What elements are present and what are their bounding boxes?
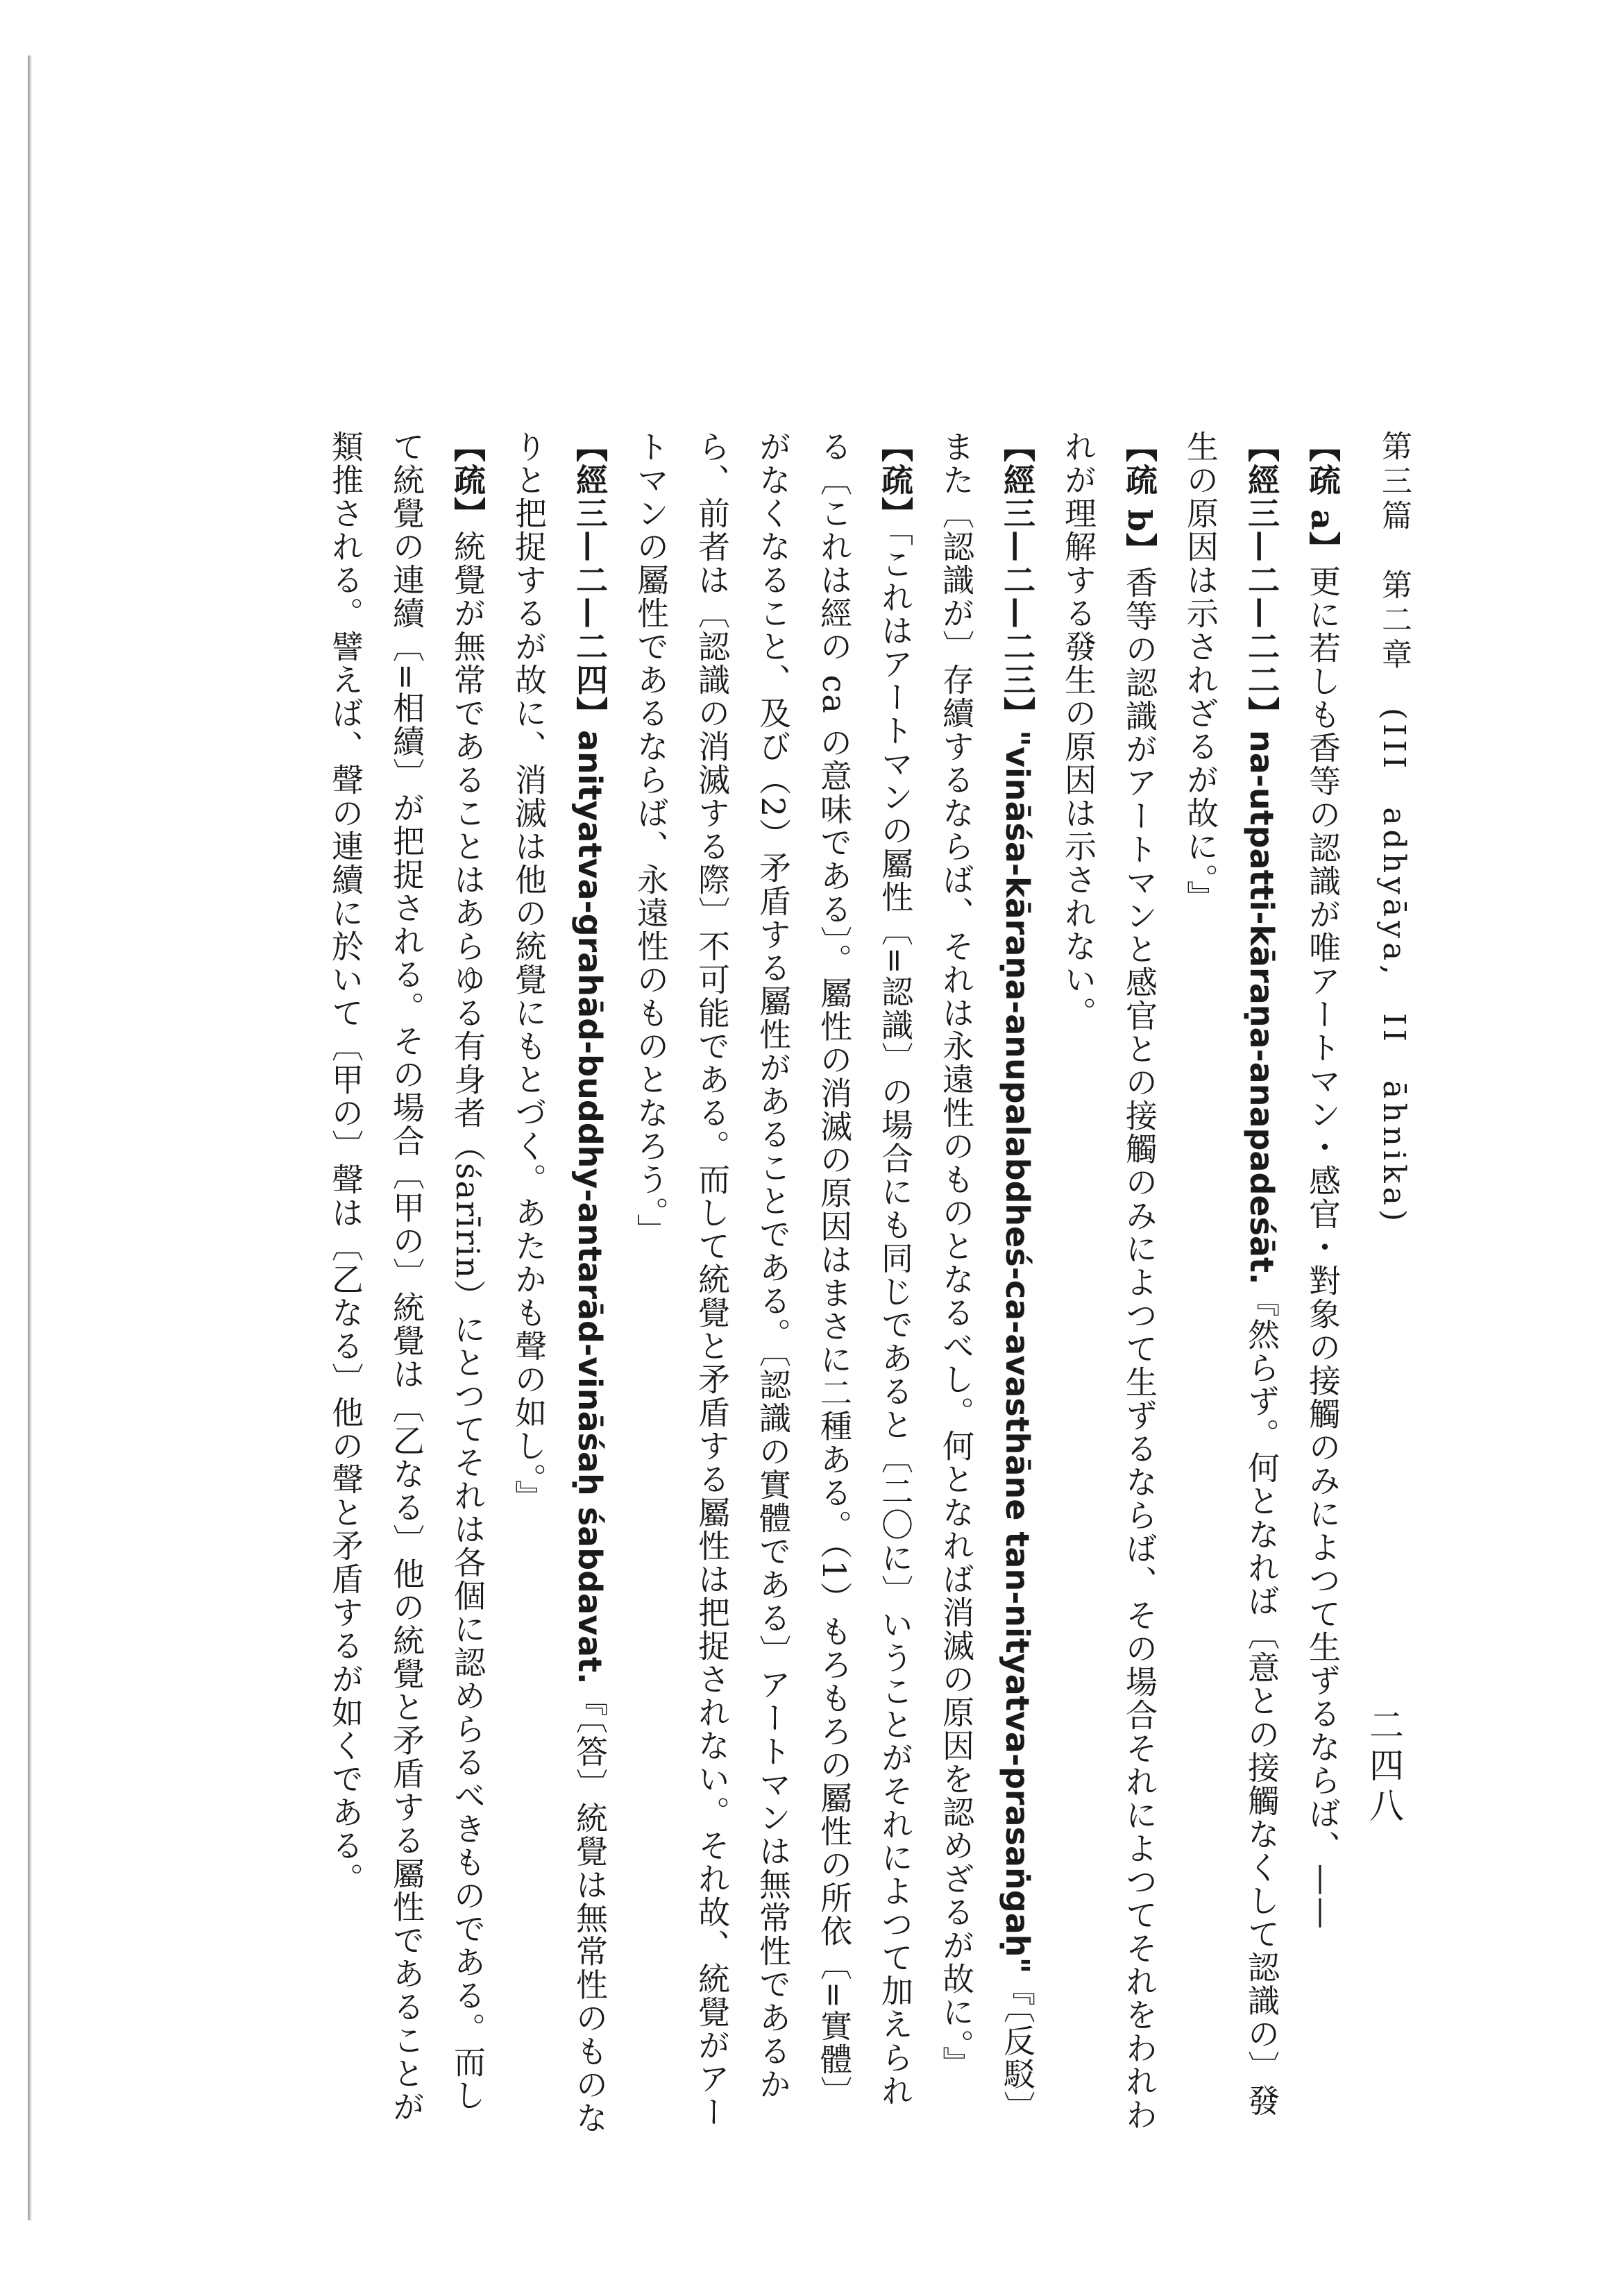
paragraph-text: 「これはアートマンの屬性〔=認識〕の場合にも同じであると〔二〇に〕いうことがそれによつて加えられる〔これは經の ca の意味である〕。屬性の消滅の原因はまさに二種ある。（1）もろもろの屬性の所依〔=實體〕がなくなること、及び（2）矛盾する屬性があることである。〔認識の實體である〕アートマンは無常性であるから、前者は〔認識の消滅する際〕不可能である。而して統覺と矛盾する屬性は把捉されない。それ故、統覺がアートマンの屬性であるならば、永遠性のものとなろう。」 xyxy=(632,430,914,2129)
paragraph-marker: 【經三—二—二三】 xyxy=(999,430,1036,730)
sanskrit-sutra: na-utpatti-kāraṇa-anapadeśāt. xyxy=(1243,730,1280,1285)
sutra-3-2-22 xyxy=(1170,430,1292,2137)
running-head: 第三篇 第二章 (III adhyāya, II āhnika) xyxy=(1376,430,1412,1226)
page-number: 二四八 xyxy=(1364,1707,1404,1828)
scan-binding-edge xyxy=(28,56,32,2220)
paragraph-text: 『〔反駁〕また〔認識が〕存續するならば、それは永遠性のものとなるべし。何となれば消滅の原因を認めざるが故に。』 xyxy=(938,430,1036,2125)
paragraph-text: 香等の認識がアートマンと感官との接觸のみによつて生ずるならば、その場合それによつてそれをわれわれが理解する發生の原因は示されない。 xyxy=(1060,430,1158,2132)
sanskrit-sutra: "vināśa-kāraṇa-anupalabdheś-ca-avasthāne tan-nityatva-prasaṅgaḥ" xyxy=(999,730,1036,1974)
sutra-3-2-23 xyxy=(926,430,1048,2137)
commentary-a xyxy=(1292,430,1353,2137)
sanskrit-sutra: anityatva-grahād-buddhy-antarād-vināśaḥ śabdavat. xyxy=(571,730,609,1685)
paragraph-marker: 【疏 a】 xyxy=(1304,430,1342,565)
sutra-3-2-24 xyxy=(498,430,620,2137)
commentary-23 xyxy=(620,430,926,2137)
paragraph-marker: 【疏】 xyxy=(449,430,487,530)
paragraph-marker: 【疏 b】 xyxy=(1121,430,1158,567)
paragraph-marker: 【經三—二—二二】 xyxy=(1243,430,1280,730)
paragraph-marker: 【疏】 xyxy=(877,430,914,530)
paragraph-text: 統覺が無常であることはあらゆる有身者（śarīrin）にとつてそれは各個に認めらるべきものである。而して統覺の連續〔=相續〕が把捉される。その場合〔甲の〕統覺は〔乙なる〕他の統覺と矛盾する屬性であることが類推される。譬えば、聲の連續に於いて〔甲の〕聲は〔乙なる〕他の聲と矛盾するが如くである。 xyxy=(327,430,487,2124)
paragraph-marker: 【經三—二—二四】 xyxy=(571,430,609,730)
paragraph-text: 『然らず。何となれば〔意との接觸なくして認識の〕發生の原因は示されざるが故に。』 xyxy=(1182,430,1280,2118)
commentary-b xyxy=(1048,430,1170,2137)
paragraph-text: 更に若しも香等の認識が唯アートマン・感官・對象の接觸のみによつて生ずるならば、—— xyxy=(1304,564,1342,1930)
commentary-24 xyxy=(315,430,498,2137)
paragraph-text: 『〔答〕統覺は無常性のものなりと把捉するが故に、消滅は他の統覺にもとづく。あたかも聲の如し。』 xyxy=(510,430,609,2135)
page-body xyxy=(264,430,1353,2137)
